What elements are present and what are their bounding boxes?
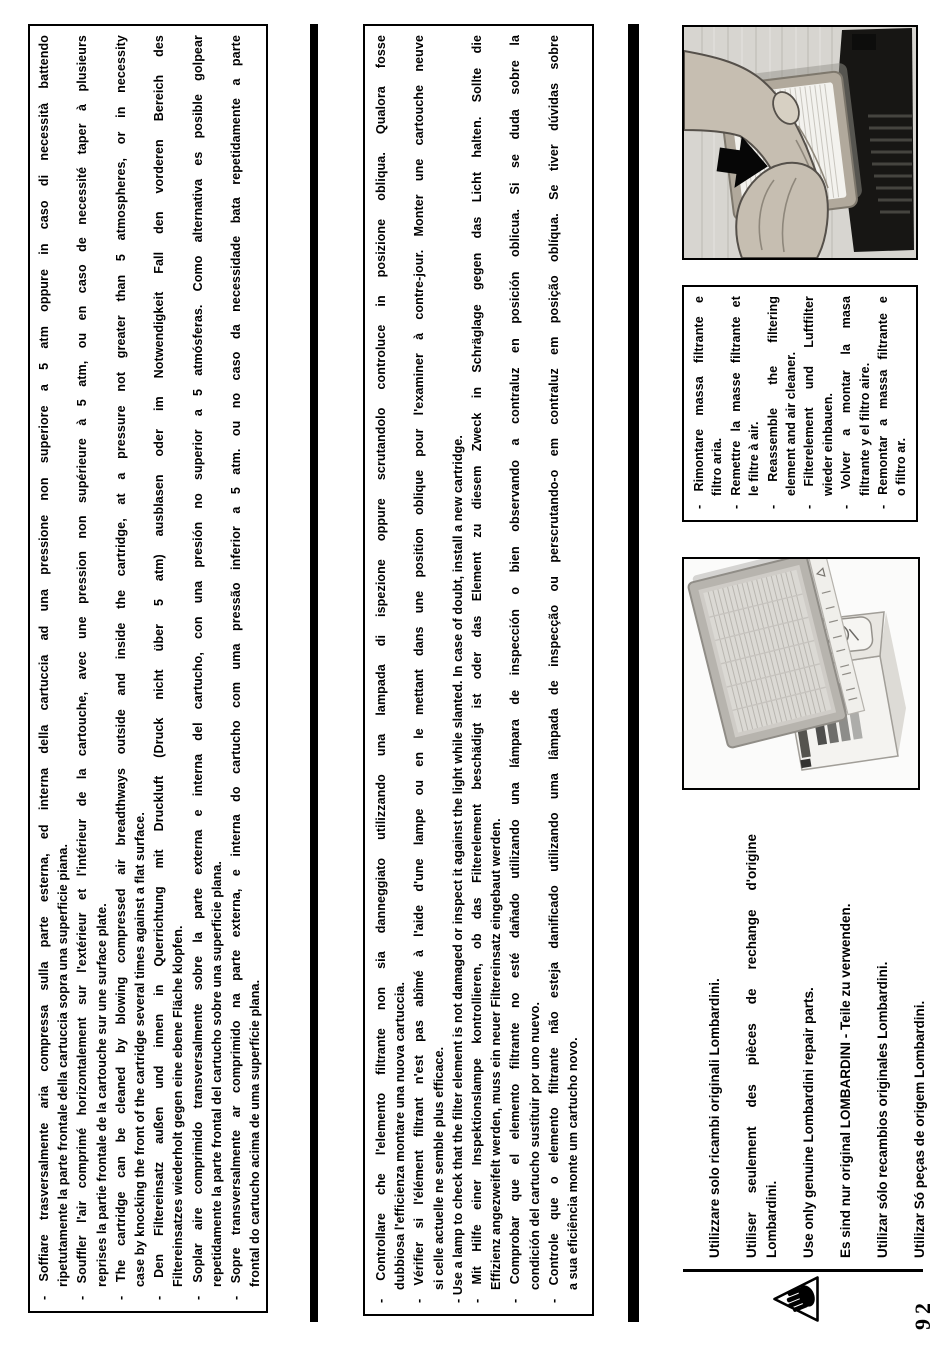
note-line: Es sind nur original LOMBARDINI - Teile zu verwenden. xyxy=(838,903,853,1258)
list-line: le filtre à air. xyxy=(747,421,762,496)
instruction-line: a sua eficiência monte um cartucho novo. xyxy=(566,1037,581,1290)
instruction-line: - Soffiare trasversalmente aria compressa sulla parte esterna, ed interna della cartuccia ad una pressione non superiore a 5 atm oppure in caso di necessità battendo xyxy=(37,35,51,1300)
page-number: 92 xyxy=(910,1298,935,1330)
note-divider-line xyxy=(683,1269,923,1272)
instruction-line: - Use a lamp to check that the filter element is not damaged or inspect it against the light while slanted. In case of doubt, install a new cartridge. xyxy=(450,435,465,1303)
list-line: filtro aria. xyxy=(710,437,725,496)
instruction-line: reprises la partie frontale de la cartouche sur une surface plate. xyxy=(94,903,109,1287)
instruction-line: condición del cartucho sustituir por uno nuevo. xyxy=(527,1001,542,1290)
inspection-instructions-box xyxy=(363,24,594,1316)
instruction-line: - Controle que o elemento filtrante não esteja danificado utilizando uma lâmpada de inspecção ou perscrutando-o em contraluz em posição oblíqua. Se tiver dúvidas sobre xyxy=(546,35,561,1303)
filter-cartridge-box-photo xyxy=(682,557,920,790)
reassemble-list-box xyxy=(682,285,918,522)
list-line: - Reassemble the filtering xyxy=(765,296,780,509)
note-line: Utilizar sólo recambios originales Lombardini. xyxy=(875,961,890,1258)
instruction-line: case by knocking the front of the cartridge several times against a flat surface. xyxy=(133,812,148,1287)
instruction-line: - Souffler l'air comprimé horizontalement sur l'extérieur et l'intérieur de la cartouche, avec une pression non supérieure à 5 atm, ou en caso de necessité taper à plusieurs xyxy=(75,35,90,1300)
instruction-line: si celle actuelle ne semble plus efficace. xyxy=(431,1046,446,1290)
list-line: - Remettre la masse filtrante et xyxy=(728,296,743,509)
list-line: - Remontar a massa filtrante e xyxy=(876,296,891,509)
list-line: o filtro ar. xyxy=(894,437,909,496)
instruction-line: dubbiosa l'efficienza montare una nuova cartuccia. xyxy=(393,981,408,1290)
instruction-line: - Soplar aire comprimido transversalmente sobre la parte externa e interna del cartucho, con una presión no superior a 5 atmósferas. Como alternativa es posible golpear xyxy=(190,35,205,1300)
note-line: Utilizar Só peças de origem Lombardini. xyxy=(912,1000,927,1258)
hand-warning-triangle-icon xyxy=(772,1276,820,1322)
cleaning-instructions-box xyxy=(28,24,268,1313)
instruction-line: - The cartridge can be cleaned by blowing compressed air breadthways outside and inside the cartridge, at a pressure not greater than 5 atmospheres, or in necessity xyxy=(113,35,128,1300)
note-line: Use only genuine Lombardini repair parts. xyxy=(801,987,816,1258)
instruction-line: - Comprobar que el elemento filtrante no esté dañado utilizando una lámpara de inspección o bien observando a contraluz en posición oblicua. Si se duda sobre la xyxy=(508,35,523,1303)
list-line: - Filterelement und Luftfilter xyxy=(802,296,817,509)
filter-removal-photo xyxy=(682,25,918,260)
list-line: wieder einbauen. xyxy=(820,392,835,496)
section-divider-rule-top xyxy=(310,24,318,1322)
instruction-line: Filtereinsatzes wiederholt gegen eine ebene Fläche klopfen. xyxy=(171,925,186,1287)
note-line: Utiliser seulement des pièces de rechange d'origine xyxy=(744,834,759,1258)
instruction-line: ripetutamente la parte frontale della cartuccia sopra una superficie piana. xyxy=(56,843,71,1287)
list-line: element and air cleaner. xyxy=(784,351,799,496)
instruction-line: Effizienz angezweifelt werden, muss ein neuer Filtereinsatz eingebaut werden. xyxy=(489,818,504,1290)
note-line: Lombardini. xyxy=(764,1180,779,1258)
list-line: filtrante y el filtro aire. xyxy=(857,362,872,496)
note-line: Utilizzare solo ricambi originali Lombardini. xyxy=(707,978,722,1258)
list-line: - Rimontare massa filtrante e xyxy=(692,296,706,509)
genuine-parts-note xyxy=(688,834,930,1258)
instruction-line: - Controllare che l'elemento filtrante non sia danneggiato utilizzando una lampada di ispezione oppure scrutandolo controluce in posizione obliqua. Qualora fosse xyxy=(374,35,388,1303)
section-divider-rule-bottom xyxy=(628,24,639,1322)
instruction-line: - Den Filtereinsatz außen und innen in Querrichtung mit Druckluft (Druck nicht über 5 atm) ausblasen oder im Notwendigkeit Fall den vorderen Bereich des xyxy=(152,35,167,1300)
instruction-line: - Vérifier si l'élément filtrant n'est pas abîmé à l'aide d'une lampe ou en le mettant dans une position oblique pour l'examiner à contre-jour. Monter une cartouche neuve xyxy=(412,35,427,1303)
instruction-line: frontal do cartucho acima de uma superfície plana. xyxy=(248,979,263,1287)
instruction-line: repetidamente la parte frontal del cartucho sobre una superficie plana. xyxy=(209,861,224,1287)
list-line: - Volver a montar la masa xyxy=(839,296,854,509)
instruction-line: - Sopre transversalmente ar comprimido na parte externa, e interna do cartucho com uma pressão inferior a 5 atm. ou no caso da necessidade bata repetidamente a parte xyxy=(229,35,244,1300)
instruction-line: - Mit Hilfe einer Inspektionslampe kontrollieren, ob das Filterelement beschädigt ist oder das Element zu diesem Zweck in Schräglage gegen das Licht halten. Sollte die xyxy=(470,35,485,1303)
